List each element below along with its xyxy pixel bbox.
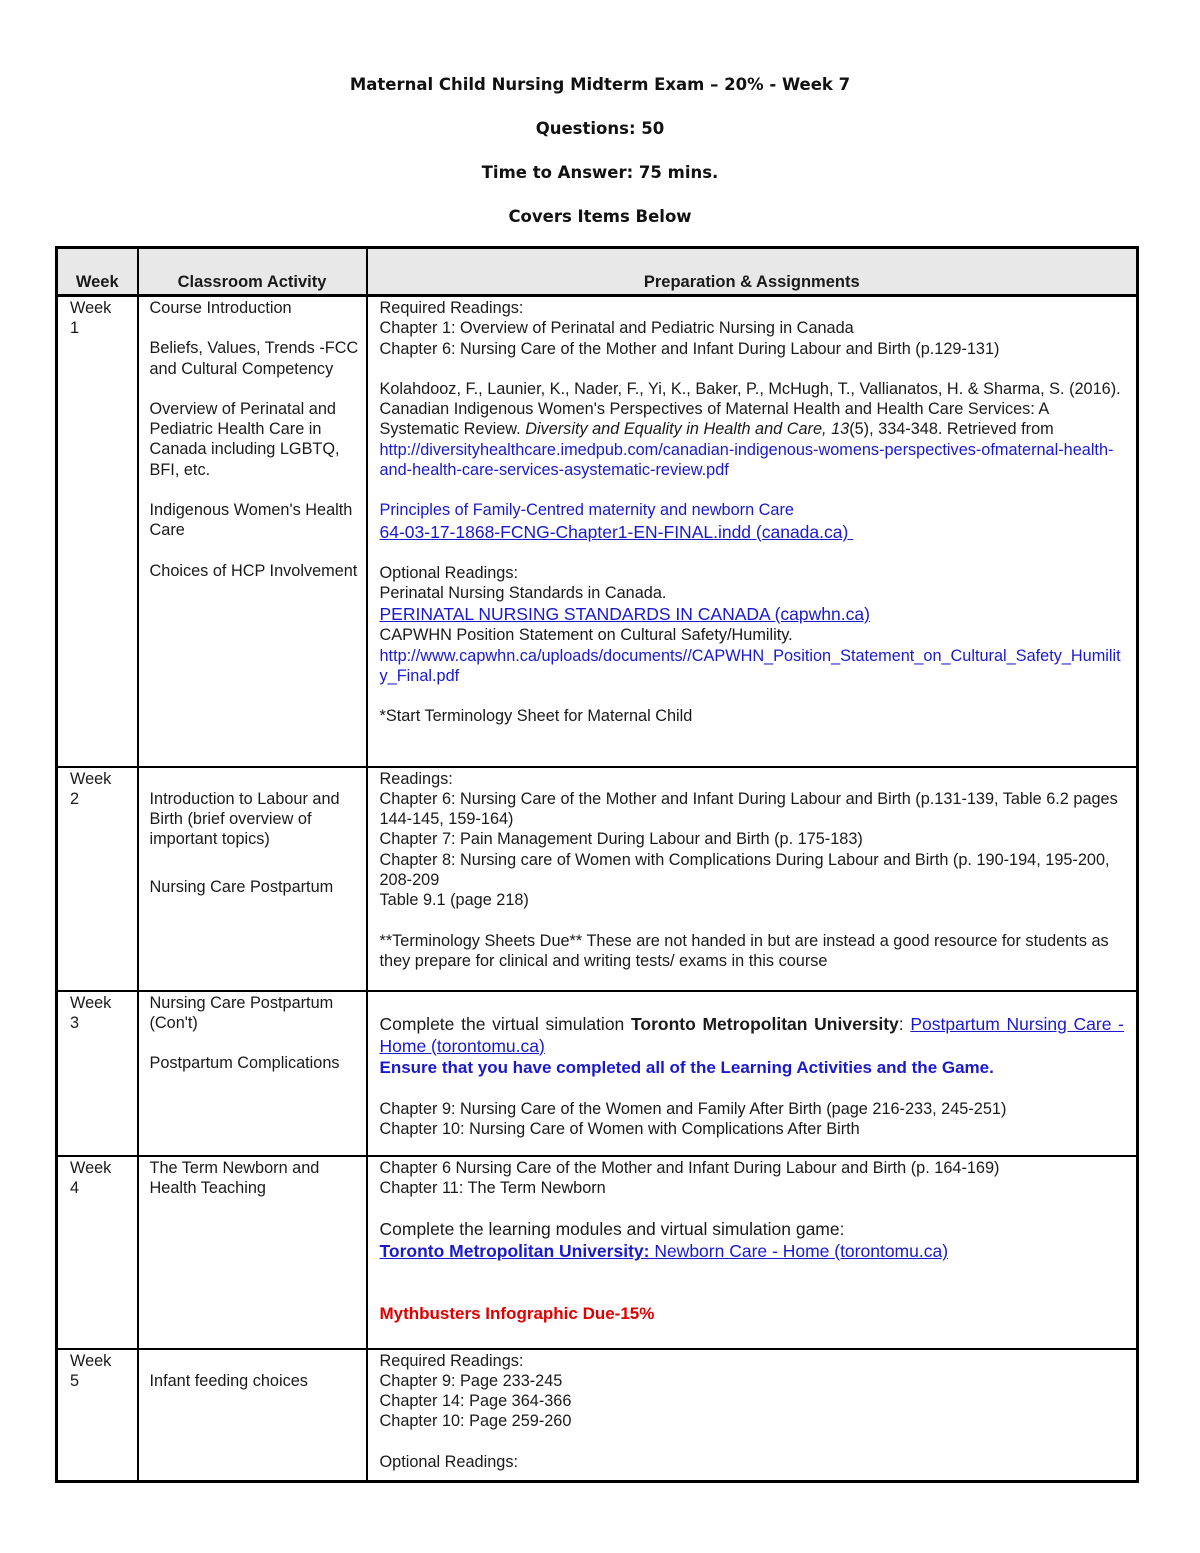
reading-item: Chapter 10: Nursing Care of Women with Complications After Birth: [379, 1119, 860, 1138]
activity-item: Beliefs, Values, Trends -FCC and Cultural Competency: [149, 339, 359, 378]
activity-cell: [138, 1349, 367, 1482]
reading-item: Chapter 6 Nursing Care of the Mother and Infant During Labour and Birth (p. 164-169): [379, 1158, 1000, 1177]
citation-journal: Diversity and Equality in Health and Care, 13: [525, 420, 850, 439]
newborn-care-line: [380, 1240, 1125, 1262]
activity-item: Postpartum Complications: [149, 1054, 340, 1073]
activity-item: The Term Newborn and Health Teaching: [149, 1158, 320, 1197]
terminology-note: *Start Terminology Sheet for Maternal Child: [379, 707, 693, 726]
activity-item: Course Introduction: [149, 299, 292, 317]
week-number: 4: [70, 1178, 80, 1197]
activity-item: Nursing Care Postpartum (Con't): [149, 993, 334, 1032]
reading-item: Chapter 8: Nursing care of Women with Complications During Labour and Birth (p. 190-194, 195-200, 208-209: [379, 850, 1110, 889]
table-row-week-2: [57, 767, 1138, 991]
exam-questions: Questions: 50: [535, 119, 665, 138]
citation-url-link[interactable]: http://diversityhealthcare.imedpub.com/canadian-indigenous-womens-perspectives-ofmaternal-health-and-health-care-services-asystematic-review.pdf: [379, 440, 1114, 480]
preparation-cell: [367, 1156, 1138, 1349]
activity-item: Overview of Perinatal and Pediatric Health Care in Canada including LGBTQ, BFI, etc.: [149, 399, 340, 479]
exam-title: Maternal Child Nursing Midterm Exam – 20% - Week 7: [349, 75, 851, 94]
terminology-due-note: **Terminology Sheets Due** These are not handed in but are instead a good resource for students as they prepare for clinical and writing tests/ exams in this course: [379, 931, 1109, 970]
week-cell: [57, 296, 138, 767]
activity-item: Introduction to Labour and Birth (brief overview of important topics): [149, 789, 340, 849]
activity-item: Infant feeding choices: [149, 1371, 308, 1390]
citation-text: (5), 334-348. Retrieved from: [849, 420, 1054, 439]
readings-label: Readings:: [379, 769, 453, 788]
schedule-table: [55, 246, 1139, 1483]
activity-item: Choices of HCP Involvement: [149, 561, 358, 580]
activity-cell: [138, 296, 367, 767]
table-header-row: [57, 248, 1138, 296]
table-row-week-3: [57, 991, 1138, 1156]
modules-instruction: Complete the learning modules and virtual simulation game:: [379, 1219, 845, 1240]
activity-cell: [138, 991, 367, 1156]
header-classroom-activity: Classroom Activity: [138, 248, 367, 296]
required-readings-label: Required Readings:: [379, 1351, 524, 1370]
activity-item: Indigenous Women's Health Care: [149, 501, 353, 540]
ensure-completed-note: Ensure that you have completed all of the Learning Activities and the Game.: [379, 1057, 994, 1077]
mythbusters-due: Mythbusters Infographic Due-15%: [379, 1304, 655, 1324]
fcc-document-link[interactable]: 64-03-17-1868-FCNG-Chapter1-EN-FINAL.indd (canada.ca): [379, 521, 854, 542]
postpartum-simulation-link[interactable]: Postpartum Nursing Care - Home (torontomu.ca): [379, 1013, 1124, 1056]
preparation-cell: [367, 991, 1138, 1156]
table-row-week-5: [57, 1349, 1138, 1482]
reading-item: Chapter 6: Nursing Care of the Mother and Infant During Labour and Birth (p.131-139, Table 6.2 pages 144-145, 159-164): [379, 789, 1118, 829]
required-readings-label: Required Readings:: [379, 299, 524, 317]
reading-item: Chapter 9: Nursing Care of the Women and Family After Birth (page 216-233, 245-251): [379, 1099, 1007, 1118]
week-label: Week: [70, 299, 112, 317]
citation-text: Kolahdooz, F., Launier, K., Nader, F., Yi, K., Baker, P., McHugh, T., Vallianatos, H. & Sharma, S. (2016). Canadian Indigenous Women's Perspectives of Maternal Health and Health Care Services: A Systematic Review.: [379, 379, 1121, 439]
exam-time: Time to Answer: 75 mins.: [481, 163, 719, 182]
optional-readings-label: Optional Readings:: [379, 1452, 518, 1471]
week-number: 2: [70, 789, 80, 808]
activity-cell: [138, 1156, 367, 1349]
simulation-text: :: [898, 1013, 911, 1034]
fcc-title: Principles of Family-Centred maternity and newborn Care: [379, 501, 794, 520]
reading-item: Perinatal Nursing Standards in Canada.: [379, 583, 667, 602]
reading-item: Chapter 1: Overview of Perinatal and Pediatric Nursing in Canada: [379, 319, 854, 338]
week-label: Week: [70, 769, 112, 788]
preparation-cell: [367, 296, 1138, 767]
table-row-week-1: [57, 296, 1138, 767]
week-number: 1: [70, 319, 80, 338]
newborn-care-link[interactable]: Newborn Care - Home (torontomu.ca): [649, 1241, 949, 1262]
perinatal-standards-link[interactable]: PERINATAL NURSING STANDARDS IN CANADA (capwhn.ca): [379, 604, 870, 625]
week-label: Week: [70, 1158, 112, 1177]
university-link-label[interactable]: Toronto Metropolitan University:: [379, 1241, 650, 1262]
simulation-text: Complete the virtual simulation: [379, 1013, 631, 1034]
week-label: Week: [70, 993, 112, 1012]
document-header: [0, 74, 1200, 250]
reading-item: Chapter 9: Page 233-245: [379, 1371, 563, 1390]
citation: [380, 379, 1125, 440]
week-number: 5: [70, 1371, 80, 1390]
reading-item: Chapter 7: Pain Management During Labour and Birth (p. 175-183): [379, 830, 863, 849]
exam-covers: Covers Items Below: [508, 207, 692, 226]
activity-item: Nursing Care Postpartum: [149, 878, 334, 897]
simulation-instruction: [380, 1013, 1125, 1057]
preparation-cell: [367, 1349, 1138, 1482]
university-name: Toronto Metropolitan University: [630, 1013, 899, 1034]
header-preparation: Preparation & Assignments: [367, 248, 1138, 296]
capwhn-url-link[interactable]: http://www.capwhn.ca/uploads/documents//CAPWHN_Position_Statement_on_Cultural_Safety_Humility_Final.pdf: [379, 646, 1121, 685]
reading-item: Chapter 6: Nursing Care of the Mother and Infant During Labour and Birth (p.129-131): [379, 339, 1000, 358]
preparation-cell: [367, 767, 1138, 991]
week-cell: [57, 767, 138, 991]
optional-readings-label: Optional Readings:: [379, 563, 518, 582]
reading-item: CAPWHN Position Statement on Cultural Safety/Humility.: [379, 626, 793, 645]
week-cell: [57, 1349, 138, 1482]
header-week: Week: [57, 248, 138, 296]
table-row-week-4: [57, 1156, 1138, 1349]
activity-cell: [138, 767, 367, 991]
reading-item: Chapter 14: Page 364-366: [379, 1392, 572, 1411]
reading-item: Chapter 11: The Term Newborn: [379, 1178, 606, 1197]
reading-item: Chapter 10: Page 259-260: [379, 1412, 572, 1431]
week-cell: [57, 991, 138, 1156]
reading-item: Table 9.1 (page 218): [379, 891, 529, 910]
week-number: 3: [70, 1013, 80, 1032]
week-label: Week: [70, 1351, 112, 1370]
week-cell: [57, 1156, 138, 1349]
